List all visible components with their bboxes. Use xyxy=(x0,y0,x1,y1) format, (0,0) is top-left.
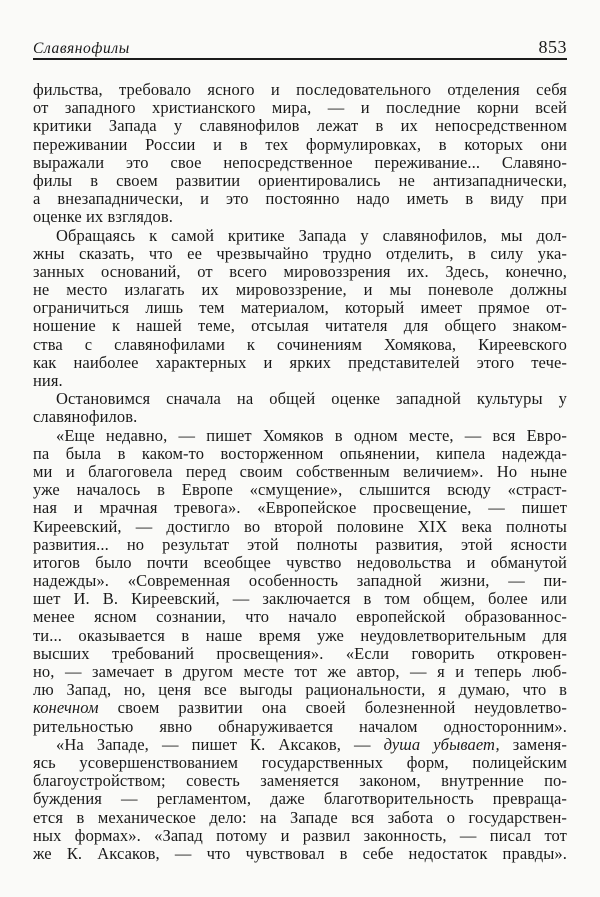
text-line xyxy=(33,645,567,663)
text-segment: па была в каком-то восторженном опьянении, кипела надежда- xyxy=(33,444,567,463)
text-segment: ется в механическое дело: на Западе вся забота о государствен- xyxy=(33,808,567,827)
paragraph xyxy=(33,427,567,736)
text-line xyxy=(33,572,567,590)
text-line xyxy=(33,208,567,226)
header-rule xyxy=(33,58,567,60)
text-segment: от западного христианского мира, — и последние корни всей xyxy=(33,99,567,118)
text-line xyxy=(33,263,567,281)
text-segment: ограничиться лишь тем материалом, который имеет прямое от- xyxy=(33,299,567,318)
text-segment: ства с славянофилами к сочинениям Хомякова, Киреевского xyxy=(33,335,567,354)
text-segment: итогов было почти всеобщее чувство недовольства и обманутой xyxy=(33,553,567,572)
text-segment: «На Западе, — пишет К. Аксаков, — xyxy=(56,735,384,754)
text-line xyxy=(33,172,567,190)
text-segment: менее ясном сознании, что начало европейской образованнос- xyxy=(33,608,567,627)
text-line xyxy=(33,590,567,608)
text-segment: оценке их взглядов. xyxy=(33,208,174,227)
text-line xyxy=(33,536,567,554)
text-segment: фильства, требовало ясного и последовательного отделения себя xyxy=(33,81,567,99)
text-segment: рительностью явно обнаруживается началом односторонним». xyxy=(33,717,567,736)
text-line xyxy=(33,227,567,245)
text-segment: же К. Аксаков, — что чувствовал в себе недостаток правды». xyxy=(33,844,567,863)
text-segment: переживании России и в тех формулировках, в которых они xyxy=(33,135,567,154)
text-line xyxy=(33,317,567,335)
paragraph xyxy=(33,81,567,227)
text-line xyxy=(33,445,567,463)
paragraph xyxy=(33,390,567,426)
text-segment: шет И. В. Киреевский, — заключается в том общем, более или xyxy=(33,590,567,609)
text-segment: филы в своем развитии ориентировались не антизападнически, xyxy=(33,171,567,190)
text-segment: не место излагать их мировоззрение, и мы поневоле должны xyxy=(33,281,567,300)
emphasized-text: душа убывает, xyxy=(383,735,500,754)
text-line xyxy=(33,554,567,572)
text-line xyxy=(33,372,567,390)
text-segment: развития... но результат этой полноты развития, этой ясности xyxy=(33,535,567,554)
text-segment: а внезападнически, и это постоянно надо иметь в виду при xyxy=(33,190,567,209)
text-line xyxy=(33,845,567,863)
text-line xyxy=(33,81,567,99)
text-line xyxy=(33,190,567,208)
text-line xyxy=(33,681,567,699)
text-segment: уже началось в Европе «смущение», слышится всюду «страст- xyxy=(33,481,567,500)
text-segment: жны сказать, что ее чрезвычайно трудно отделить, в силу ука- xyxy=(33,244,567,263)
text-segment: заменя- xyxy=(499,735,567,754)
text-line xyxy=(33,790,567,808)
text-line xyxy=(33,299,567,317)
text-segment: ношение к нашей теме, отсылая читателя для общего знаком- xyxy=(33,317,567,336)
text-line xyxy=(33,718,567,736)
text-line xyxy=(33,827,567,845)
text-segment: занных оснований, от всего мировоззрения их. Здесь, конечно, xyxy=(33,262,567,281)
text-segment: «Еще недавно, — пишет Хомяков в одном месте, — вся Евро- xyxy=(56,426,567,445)
text-line xyxy=(33,390,567,408)
text-segment: критики Запада у славянофилов лежат в их непосредственном xyxy=(33,117,567,136)
text-segment: ми и благоговела перед своим собственным величием». Но ныне xyxy=(33,462,567,481)
text-line xyxy=(33,736,567,754)
running-title: Славянофилы xyxy=(33,40,130,57)
text-line xyxy=(33,699,567,717)
text-segment: буждения — регламентом, даже благотворительность превраща- xyxy=(33,790,567,809)
paragraph xyxy=(33,227,567,391)
text-segment: своем развитии она своей болезненной неудовлетво- xyxy=(98,699,567,718)
text-segment: как наиболее характерных и ярких представителей этого тече- xyxy=(33,353,567,372)
text-line xyxy=(33,663,567,681)
page-number: 853 xyxy=(538,37,567,57)
page-content-column xyxy=(33,37,567,863)
text-segment: Остановимся сначала на общей оценке западной культуры у xyxy=(56,390,567,409)
text-line xyxy=(33,463,567,481)
text-line xyxy=(33,518,567,536)
text-segment: ных формах». «Запад потому и развил законность, — писал тот xyxy=(33,826,567,845)
text-segment: благоустройством; совесть заменяется законом, внутренние по- xyxy=(33,772,567,791)
text-line xyxy=(33,154,567,172)
text-segment: ния. xyxy=(33,372,63,390)
text-line xyxy=(33,608,567,626)
text-segment: Обращаясь к самой критике Запада у славянофилов, мы дол- xyxy=(56,226,567,245)
text-line xyxy=(33,408,567,426)
text-segment: лю Запад, но, ценя все выгоды рациональности, я думаю, что в xyxy=(33,681,567,700)
text-segment: высших требований просвещения». «Если говорить откровен- xyxy=(33,644,567,663)
text-segment: ясь усовершенствованием государственных форм, полицейским xyxy=(33,753,567,772)
text-segment: Киреевский, — достигло во второй половине XIX века полноты xyxy=(33,517,567,536)
text-segment: ная и мрачная тревога». «Европейское просвещение, — пишет xyxy=(33,499,567,518)
text-segment: но, — замечает в другом месте тот же автор, — я и теперь люб- xyxy=(33,663,567,681)
text-line xyxy=(33,499,567,517)
page-header xyxy=(33,37,567,56)
text-line xyxy=(33,136,567,154)
text-segment: выражали это свое непосредственное переживание... Славяно- xyxy=(33,153,567,172)
text-line xyxy=(33,754,567,772)
text-line xyxy=(33,354,567,372)
text-line xyxy=(33,245,567,263)
text-line xyxy=(33,281,567,299)
page-body xyxy=(33,81,567,863)
text-line xyxy=(33,481,567,499)
text-line xyxy=(33,336,567,354)
text-line xyxy=(33,117,567,135)
text-line xyxy=(33,427,567,445)
text-segment: славянофилов. xyxy=(33,408,138,427)
text-segment: ти... оказывается в наше время уже неудовлетворительным для xyxy=(33,626,567,645)
text-line xyxy=(33,627,567,645)
text-segment: надежды». «Современная особенность западной жизни, — пи- xyxy=(33,572,567,591)
text-line xyxy=(33,772,567,790)
paragraph xyxy=(33,736,567,863)
emphasized-text: конечном xyxy=(33,699,99,718)
text-line xyxy=(33,99,567,117)
text-line xyxy=(33,809,567,827)
